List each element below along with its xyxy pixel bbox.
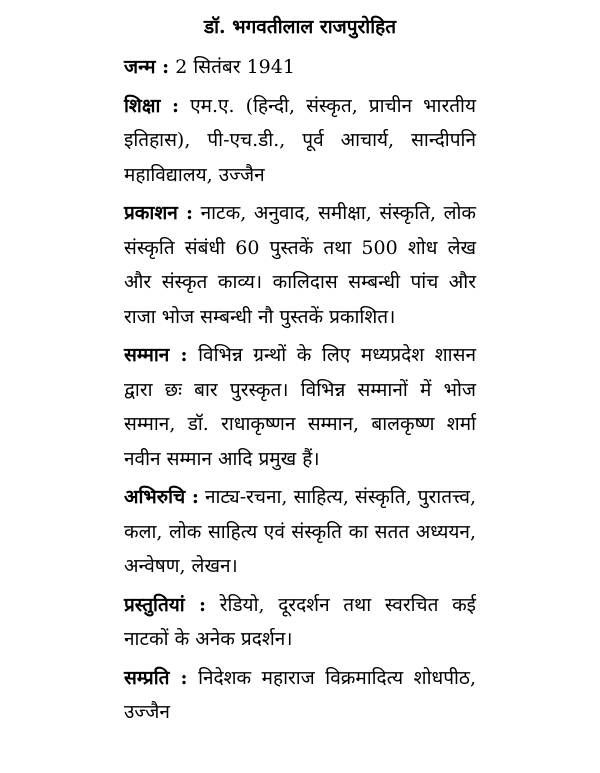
entry-text: निदेशक महाराज विक्रमादित्य शोधपीठ, उज्जैन xyxy=(124,666,476,723)
entry-text: एम.ए. (हिन्दी, संस्कृत, प्राचीन भारतीय इतिहास), पी-एच.डी., पूर्व आचार्य, सान्दीपनि महाविद्यालय, उज्जैन xyxy=(124,94,476,186)
entry-birth xyxy=(124,50,476,85)
entry-label: अभिरुचि : xyxy=(124,486,199,508)
entry-text: नाट्य-रचना, साहित्य, संस्कृति, पुरातत्त्व, कला, लोक साहित्य एवं संस्कृति का सतत अध्ययन, अन्वेषण, लेखन। xyxy=(124,486,476,577)
entry-honours xyxy=(124,338,476,476)
entry-label: प्रकाशन : xyxy=(124,202,193,224)
page-title: डॉ. भगवतीलाल राजपुरोहित xyxy=(203,16,397,38)
entry-label: जन्म : xyxy=(124,56,170,78)
entry-text: नाटक, अनुवाद, समीक्षा, संस्कृति, लोक संस्कृति संबंधी 60 पुस्तकें तथा 500 शोध लेख और संस्कृत काव्य। कालिदास सम्बन्धी पांच और राजा भोज सम्बन्धी नौ पुस्तकें प्रकाशित। xyxy=(124,202,476,328)
entry-publications xyxy=(124,196,476,334)
entry-label: शिक्षा : xyxy=(124,94,180,117)
entry-label: सम्मान : xyxy=(124,344,188,366)
entry-text: विभिन्न ग्रन्थों के लिए मध्यप्रदेश शासन द्वारा छः बार पुरस्कृत। विभिन्न सम्मानों में भोज सम्मान, डॉ. राधाकृष्णन सम्मान, बालकृष्ण शर्मा नवीन सम्मान आदि प्रमुख हैं। xyxy=(124,344,476,470)
entry-current xyxy=(124,661,476,730)
entry-label: प्रस्तुतियां : xyxy=(124,593,206,616)
entry-education xyxy=(124,89,476,193)
entry-text: 2 सितंबर 1941 xyxy=(175,56,295,78)
entry-interests xyxy=(124,480,476,584)
entry-presentations xyxy=(124,588,476,657)
entry-label: सम्प्रति : xyxy=(124,666,188,689)
entry-text: रेडियो, दूरदर्शन तथा स्वरचित कई नाटकों के अनेक प्रदर्शन। xyxy=(124,593,477,650)
